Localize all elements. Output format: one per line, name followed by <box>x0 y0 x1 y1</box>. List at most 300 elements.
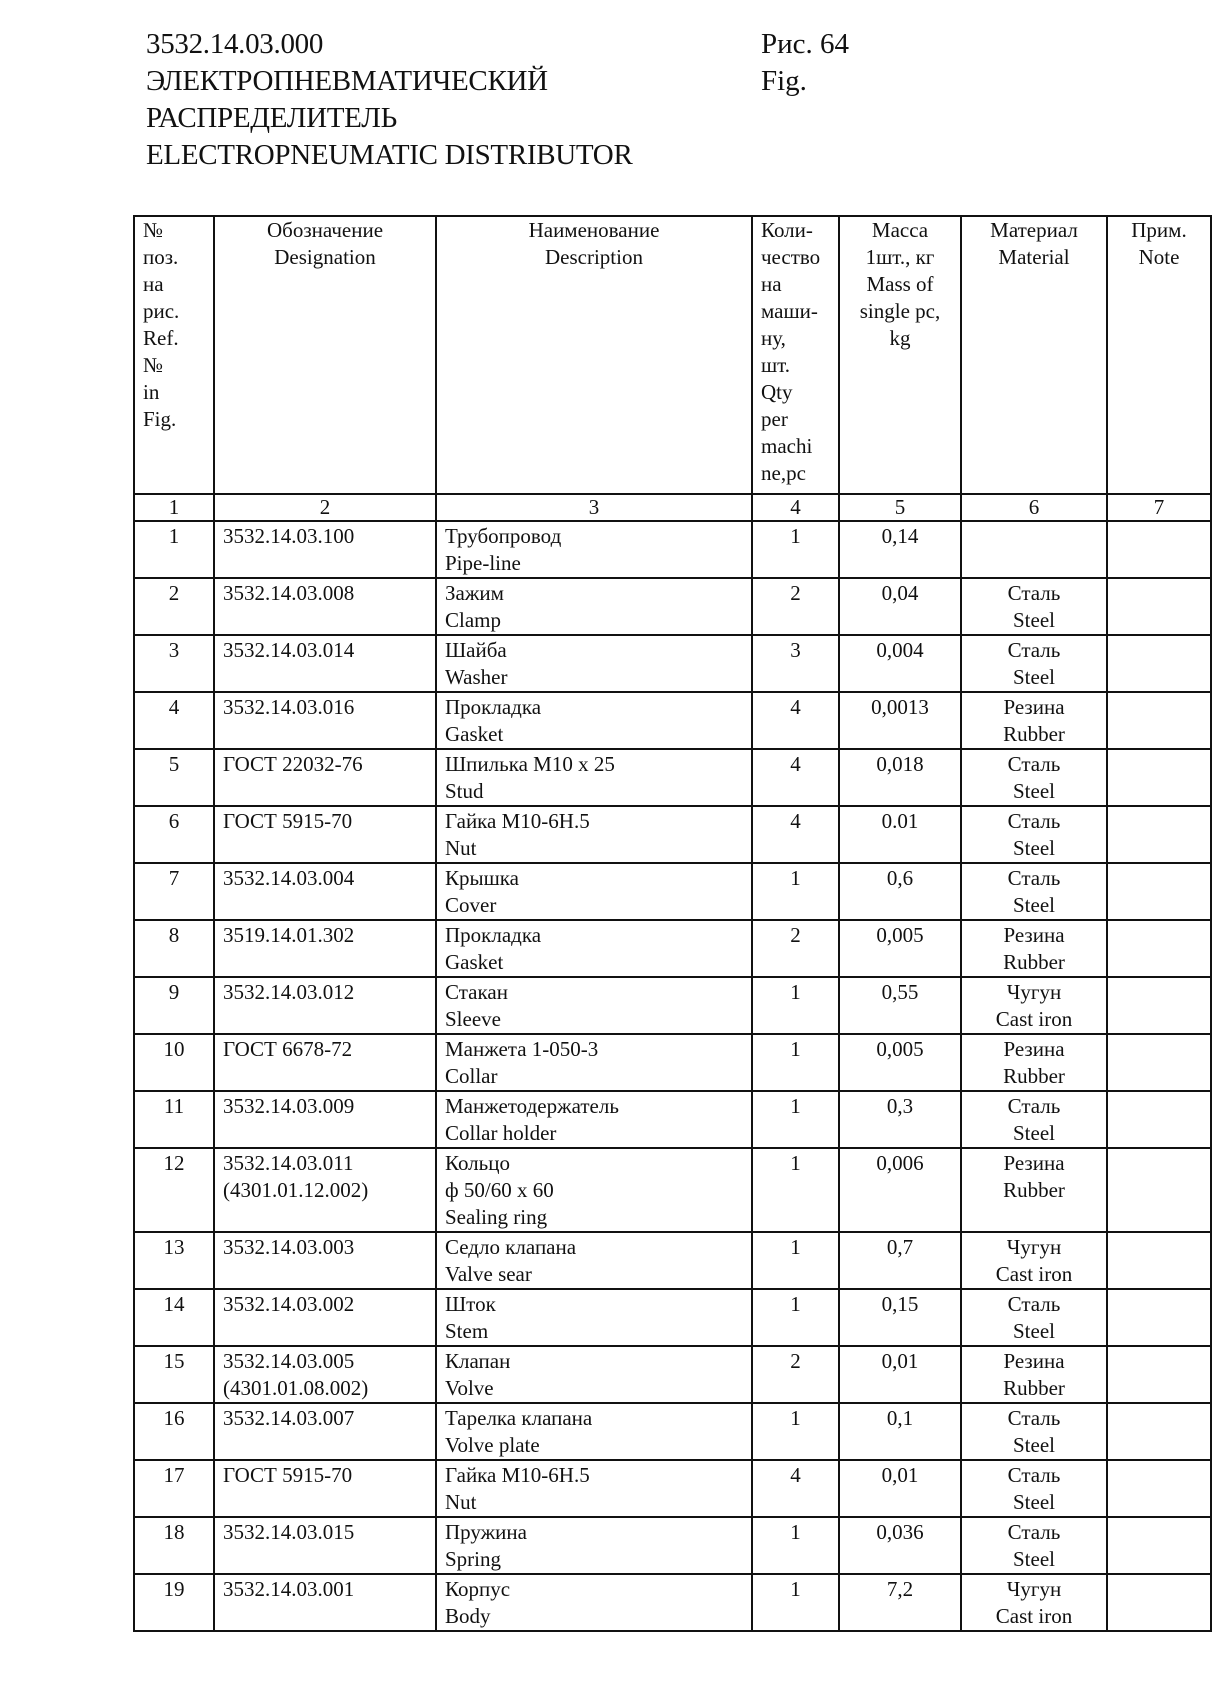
description-cell <box>436 977 752 1034</box>
material-cell-line: Сталь <box>1007 581 1061 605</box>
designation-cell <box>214 1091 436 1148</box>
ref-number-cell: 8 <box>134 920 214 977</box>
designation-cell-line: 3532.14.03.008 <box>223 581 355 605</box>
document-title-block <box>146 26 633 174</box>
mass-cell: 0,1 <box>839 1403 961 1460</box>
material-cell-line: Steel <box>1013 893 1055 917</box>
description-cell-line: Washer <box>445 665 508 689</box>
material-cell-line: Сталь <box>1007 638 1061 662</box>
note-cell <box>1107 1289 1211 1346</box>
designation-cell <box>214 578 436 635</box>
ref-number-cell: 6 <box>134 806 214 863</box>
designation-cell-line: 3532.14.03.005 <box>223 1349 355 1373</box>
quantity-cell: 4 <box>752 749 839 806</box>
description-cell-line: Collar holder <box>445 1121 557 1145</box>
material-cell-line: Сталь <box>1007 1520 1061 1544</box>
ref-number-cell: 17 <box>134 1460 214 1517</box>
designation-cell <box>214 1574 436 1631</box>
description-cell-line: Прокладка <box>445 923 542 947</box>
designation-cell-line: (4301.01.08.002) <box>223 1376 369 1400</box>
ref-number-cell: 14 <box>134 1289 214 1346</box>
description-cell <box>436 806 752 863</box>
ref-number-cell: 12 <box>134 1148 214 1232</box>
material-cell-line: Резина <box>1003 1349 1065 1373</box>
designation-cell-line: 3532.14.03.015 <box>223 1520 355 1544</box>
quantity-cell: 1 <box>752 977 839 1034</box>
designation-cell <box>214 1346 436 1403</box>
column-number: 1 <box>134 494 214 521</box>
designation-cell-line: 3532.14.03.001 <box>223 1577 355 1601</box>
header-line: Ref. <box>143 326 179 350</box>
description-cell-line: Gasket <box>445 950 504 974</box>
table-row <box>134 692 1211 749</box>
column-number: 4 <box>752 494 839 521</box>
quantity-cell: 4 <box>752 1460 839 1517</box>
material-cell <box>961 1574 1107 1631</box>
material-cell <box>961 1034 1107 1091</box>
description-cell <box>436 863 752 920</box>
table-row <box>134 521 1211 578</box>
note-cell <box>1107 1232 1211 1289</box>
note-cell <box>1107 920 1211 977</box>
material-cell-line: Steel <box>1013 1490 1055 1514</box>
header-line: чество <box>761 245 821 269</box>
note-cell <box>1107 1091 1211 1148</box>
mass-cell: 0,7 <box>839 1232 961 1289</box>
material-cell-line: Чугун <box>1006 1235 1062 1259</box>
col-header-qty <box>752 216 839 494</box>
table-row <box>134 1517 1211 1574</box>
material-cell-line: Резина <box>1003 923 1065 947</box>
column-number-row <box>134 494 1211 521</box>
designation-cell <box>214 863 436 920</box>
designation-cell <box>214 1148 436 1232</box>
note-cell <box>1107 806 1211 863</box>
note-cell <box>1107 749 1211 806</box>
note-cell <box>1107 521 1211 578</box>
mass-cell: 0,15 <box>839 1289 961 1346</box>
material-cell-line: Сталь <box>1007 866 1061 890</box>
note-cell <box>1107 1148 1211 1232</box>
header-line: Масса <box>871 218 929 242</box>
material-cell-line: Сталь <box>1007 1292 1061 1316</box>
material-cell-line: Steel <box>1013 608 1055 632</box>
description-cell-line: Stem <box>445 1319 489 1343</box>
description-cell-line: Шпилька М10 х 25 <box>445 752 615 776</box>
header-line: № <box>143 353 164 377</box>
ref-number-cell: 1 <box>134 521 214 578</box>
column-number: 5 <box>839 494 961 521</box>
header-line: Designation <box>274 245 376 269</box>
description-cell <box>436 1517 752 1574</box>
col-header-mass <box>839 216 961 494</box>
quantity-cell: 1 <box>752 1034 839 1091</box>
material-cell <box>961 521 1107 578</box>
material-cell-line: Сталь <box>1007 1094 1061 1118</box>
material-cell <box>961 806 1107 863</box>
designation-cell <box>214 977 436 1034</box>
table-row <box>134 977 1211 1034</box>
material-cell <box>961 1403 1107 1460</box>
header-line: Материал <box>990 218 1078 242</box>
note-cell <box>1107 977 1211 1034</box>
description-cell-line: Корпус <box>445 1577 511 1601</box>
title-ru-line-2: РАСПРЕДЕЛИТЕЛЬ <box>146 102 397 134</box>
note-cell <box>1107 1517 1211 1574</box>
designation-cell-line: 3532.14.03.014 <box>223 638 355 662</box>
header-line: per <box>761 407 788 431</box>
ref-number-cell: 15 <box>134 1346 214 1403</box>
description-cell-line: Трубопровод <box>445 524 562 548</box>
designation-cell-line: 3532.14.03.007 <box>223 1406 355 1430</box>
figure-label-ru: Рис. 64 <box>761 28 850 60</box>
header-line: шт. <box>761 353 791 377</box>
col-header-description <box>436 216 752 494</box>
material-cell <box>961 1148 1107 1232</box>
description-cell-line: Volve plate <box>445 1433 540 1457</box>
material-cell-line: Steel <box>1013 779 1055 803</box>
description-cell-line: Stud <box>445 779 484 803</box>
ref-number-cell: 7 <box>134 863 214 920</box>
material-cell-line: Сталь <box>1007 1463 1061 1487</box>
designation-cell <box>214 1403 436 1460</box>
description-cell-line: Прокладка <box>445 695 542 719</box>
material-cell <box>961 749 1107 806</box>
header-line: in <box>143 380 160 404</box>
description-cell-line: Volve <box>445 1376 494 1400</box>
description-cell <box>436 1460 752 1517</box>
description-cell <box>436 578 752 635</box>
quantity-cell: 1 <box>752 1091 839 1148</box>
material-cell-line: Steel <box>1013 1121 1055 1145</box>
header-line: machi <box>761 434 813 458</box>
designation-cell <box>214 1034 436 1091</box>
ref-number-cell: 5 <box>134 749 214 806</box>
designation-cell-line: 3532.14.03.004 <box>223 866 355 890</box>
designation-cell-line: ГОСТ 5915-70 <box>223 809 353 833</box>
mass-cell: 0,01 <box>839 1346 961 1403</box>
ref-number-cell: 10 <box>134 1034 214 1091</box>
quantity-cell: 1 <box>752 521 839 578</box>
designation-cell-line: 3532.14.03.012 <box>223 980 355 1004</box>
description-cell <box>436 1346 752 1403</box>
figure-reference <box>761 26 849 100</box>
description-cell-line: Clamp <box>445 608 501 632</box>
ref-number-cell: 9 <box>134 977 214 1034</box>
table-row <box>134 920 1211 977</box>
material-cell-line: Cast iron <box>995 1262 1073 1286</box>
material-cell-line: Steel <box>1013 836 1055 860</box>
material-cell-line: Cast iron <box>995 1604 1073 1628</box>
material-cell <box>961 1232 1107 1289</box>
material-cell-line: Сталь <box>1007 1406 1061 1430</box>
mass-cell: 0,036 <box>839 1517 961 1574</box>
ref-number-cell: 16 <box>134 1403 214 1460</box>
table-header-row <box>134 216 1211 494</box>
description-cell <box>436 1034 752 1091</box>
description-cell <box>436 1289 752 1346</box>
header-line: Qty <box>761 380 793 404</box>
description-cell-line: Крышка <box>445 866 519 890</box>
material-cell-line: Rubber <box>1003 1064 1065 1088</box>
quantity-cell: 4 <box>752 806 839 863</box>
ref-number-cell: 4 <box>134 692 214 749</box>
mass-cell: 0,005 <box>839 920 961 977</box>
designation-cell <box>214 692 436 749</box>
table-row <box>134 1289 1211 1346</box>
description-cell-line: Sleeve <box>445 1007 501 1031</box>
parts-table-body <box>134 521 1211 1631</box>
material-cell-line: Rubber <box>1003 1376 1065 1400</box>
column-number: 7 <box>1107 494 1211 521</box>
col-header-note <box>1107 216 1211 494</box>
description-cell-line: Шток <box>445 1292 496 1316</box>
description-cell <box>436 1403 752 1460</box>
description-cell-line: Spring <box>445 1547 502 1571</box>
material-cell <box>961 1460 1107 1517</box>
quantity-cell: 2 <box>752 578 839 635</box>
designation-cell-line: (4301.01.12.002) <box>223 1178 369 1202</box>
description-cell <box>436 1232 752 1289</box>
description-cell <box>436 920 752 977</box>
quantity-cell: 1 <box>752 1574 839 1631</box>
header-line: 1шт., кг <box>865 245 935 269</box>
material-cell <box>961 977 1107 1034</box>
header-line: Коли- <box>761 218 813 242</box>
designation-cell-line: ГОСТ 5915-70 <box>223 1463 353 1487</box>
header-line: single pc, <box>859 299 941 323</box>
description-cell-line: Cover <box>445 893 497 917</box>
mass-cell: 0,01 <box>839 1460 961 1517</box>
quantity-cell: 1 <box>752 1289 839 1346</box>
ref-number-cell: 19 <box>134 1574 214 1631</box>
material-cell-line: Сталь <box>1007 752 1061 776</box>
quantity-cell: 1 <box>752 1517 839 1574</box>
quantity-cell: 1 <box>752 863 839 920</box>
description-cell-line: Pipe-line <box>445 551 521 575</box>
designation-cell <box>214 1460 436 1517</box>
designation-cell-line: 3532.14.03.003 <box>223 1235 355 1259</box>
ref-number-cell: 18 <box>134 1517 214 1574</box>
quantity-cell: 1 <box>752 1148 839 1232</box>
description-cell-line: Стакан <box>445 980 508 1004</box>
table-row <box>134 1232 1211 1289</box>
assembly-code: 3532.14.03.000 <box>146 28 324 60</box>
mass-cell: 0,018 <box>839 749 961 806</box>
description-cell <box>436 521 752 578</box>
note-cell <box>1107 578 1211 635</box>
material-cell <box>961 1289 1107 1346</box>
table-row <box>134 1346 1211 1403</box>
description-cell <box>436 692 752 749</box>
material-cell-line: Steel <box>1013 1433 1055 1457</box>
quantity-cell: 1 <box>752 1232 839 1289</box>
title-ru-line-1: ЭЛЕКТРОПНЕВМАТИЧЕСКИЙ <box>146 65 548 97</box>
header-line: № <box>143 218 164 242</box>
parts-list-table <box>133 215 1212 1632</box>
table-row <box>134 578 1211 635</box>
ref-number-cell: 13 <box>134 1232 214 1289</box>
mass-cell: 0,005 <box>839 1034 961 1091</box>
description-cell-line: Sealing ring <box>445 1205 548 1229</box>
header-line: на <box>143 272 164 296</box>
material-cell <box>961 578 1107 635</box>
material-cell-line: Rubber <box>1003 950 1065 974</box>
table-row <box>134 1460 1211 1517</box>
figure-label-en: Fig. <box>761 65 807 97</box>
table-row <box>134 1091 1211 1148</box>
table-row <box>134 1574 1211 1631</box>
note-cell <box>1107 1346 1211 1403</box>
ref-number-cell: 3 <box>134 635 214 692</box>
description-cell-line: Nut <box>445 836 477 860</box>
mass-cell: 0,14 <box>839 521 961 578</box>
material-cell <box>961 920 1107 977</box>
material-cell-line: Резина <box>1003 695 1065 719</box>
description-cell-line: Body <box>445 1604 491 1628</box>
ref-number-cell: 2 <box>134 578 214 635</box>
material-cell <box>961 863 1107 920</box>
description-cell-line: Шайба <box>445 638 507 662</box>
description-cell-line: Гайка М10-6Н.5 <box>445 809 590 833</box>
description-cell-line: Collar <box>445 1064 498 1088</box>
mass-cell: 0,006 <box>839 1148 961 1232</box>
designation-cell <box>214 635 436 692</box>
table-row <box>134 1403 1211 1460</box>
material-cell <box>961 1517 1107 1574</box>
description-cell-line: Манжетодержатель <box>445 1094 619 1118</box>
mass-cell: 0,004 <box>839 635 961 692</box>
header-line: Note <box>1138 245 1180 269</box>
header-line: Fig. <box>143 407 177 431</box>
title-en: ELECTROPNEUMATIC DISTRIBUTOR <box>146 139 633 171</box>
quantity-cell: 3 <box>752 635 839 692</box>
material-cell-line: Steel <box>1013 1547 1055 1571</box>
header-line: маши- <box>761 299 818 323</box>
header-line: Наименование <box>528 218 660 242</box>
col-header-designation <box>214 216 436 494</box>
table-row <box>134 749 1211 806</box>
designation-cell <box>214 920 436 977</box>
note-cell <box>1107 635 1211 692</box>
quantity-cell: 2 <box>752 920 839 977</box>
description-cell <box>436 635 752 692</box>
material-cell-line: Чугун <box>1006 980 1062 1004</box>
mass-cell: 0,55 <box>839 977 961 1034</box>
header-line: Material <box>998 245 1070 269</box>
material-cell-line: Rubber <box>1003 1178 1065 1202</box>
description-cell-line: Valve sear <box>445 1262 532 1286</box>
description-cell-line: Клапан <box>445 1349 511 1373</box>
material-cell <box>961 692 1107 749</box>
material-cell-line: Steel <box>1013 1319 1055 1343</box>
designation-cell-line: 3532.14.03.011 <box>223 1151 354 1175</box>
description-cell-line: Тарелка клапана <box>445 1406 593 1430</box>
designation-cell <box>214 1517 436 1574</box>
material-cell <box>961 635 1107 692</box>
designation-cell-line: 3532.14.03.002 <box>223 1292 355 1316</box>
col-header-ref <box>134 216 214 494</box>
header-line: Mass of <box>866 272 934 296</box>
quantity-cell: 4 <box>752 692 839 749</box>
header-line: kg <box>889 326 911 350</box>
description-cell-line: Зажим <box>445 581 504 605</box>
note-cell <box>1107 1574 1211 1631</box>
note-cell <box>1107 863 1211 920</box>
note-cell <box>1107 1403 1211 1460</box>
designation-cell-line: 3532.14.03.016 <box>223 695 355 719</box>
description-cell <box>436 1148 752 1232</box>
header-line: поз. <box>143 245 179 269</box>
header-line: Обозначение <box>266 218 384 242</box>
column-number: 6 <box>961 494 1107 521</box>
description-cell-line: Пружина <box>445 1520 527 1544</box>
mass-cell: 7,2 <box>839 1574 961 1631</box>
description-cell-line: Седло клапана <box>445 1235 577 1259</box>
note-cell <box>1107 1460 1211 1517</box>
designation-cell-line: 3532.14.03.009 <box>223 1094 355 1118</box>
material-cell-line: Чугун <box>1006 1577 1062 1601</box>
col-header-material <box>961 216 1107 494</box>
material-cell <box>961 1091 1107 1148</box>
table-row <box>134 863 1211 920</box>
material-cell-line: Резина <box>1003 1151 1065 1175</box>
designation-cell-line: 3532.14.03.100 <box>223 524 355 548</box>
mass-cell: 0.01 <box>839 806 961 863</box>
header-line: на <box>761 272 782 296</box>
mass-cell: 0,0013 <box>839 692 961 749</box>
description-cell-line: Гайка М10-6Н.5 <box>445 1463 590 1487</box>
header-line: Прим. <box>1131 218 1187 242</box>
header-line: ne,pc <box>761 461 806 485</box>
description-cell <box>436 1091 752 1148</box>
note-cell <box>1107 1034 1211 1091</box>
designation-cell-line: ГОСТ 22032-76 <box>223 752 363 776</box>
material-cell-line: Сталь <box>1007 809 1061 833</box>
designation-cell <box>214 521 436 578</box>
ref-number-cell: 11 <box>134 1091 214 1148</box>
quantity-cell: 2 <box>752 1346 839 1403</box>
column-number: 3 <box>436 494 752 521</box>
description-cell-line: Gasket <box>445 722 504 746</box>
designation-cell <box>214 749 436 806</box>
column-number: 2 <box>214 494 436 521</box>
material-cell-line: Steel <box>1013 665 1055 689</box>
table-row <box>134 635 1211 692</box>
designation-cell <box>214 806 436 863</box>
material-cell-line: Rubber <box>1003 722 1065 746</box>
description-cell-line: Nut <box>445 1490 477 1514</box>
header-line: Description <box>545 245 643 269</box>
mass-cell: 0,3 <box>839 1091 961 1148</box>
note-cell <box>1107 692 1211 749</box>
header-line: ну, <box>761 326 786 350</box>
material-cell <box>961 1346 1107 1403</box>
table-row <box>134 806 1211 863</box>
designation-cell-line: ГОСТ 6678-72 <box>223 1037 353 1061</box>
mass-cell: 0,04 <box>839 578 961 635</box>
description-cell-line: ф 50/60 х 60 <box>445 1178 554 1202</box>
designation-cell-line: 3519.14.01.302 <box>223 923 355 947</box>
table-row <box>134 1148 1211 1232</box>
quantity-cell: 1 <box>752 1403 839 1460</box>
description-cell-line: Кольцо <box>445 1151 510 1175</box>
designation-cell <box>214 1289 436 1346</box>
material-cell-line: Резина <box>1003 1037 1065 1061</box>
mass-cell: 0,6 <box>839 863 961 920</box>
material-cell-line: Cast iron <box>995 1007 1073 1031</box>
header-line: рис. <box>143 299 180 323</box>
